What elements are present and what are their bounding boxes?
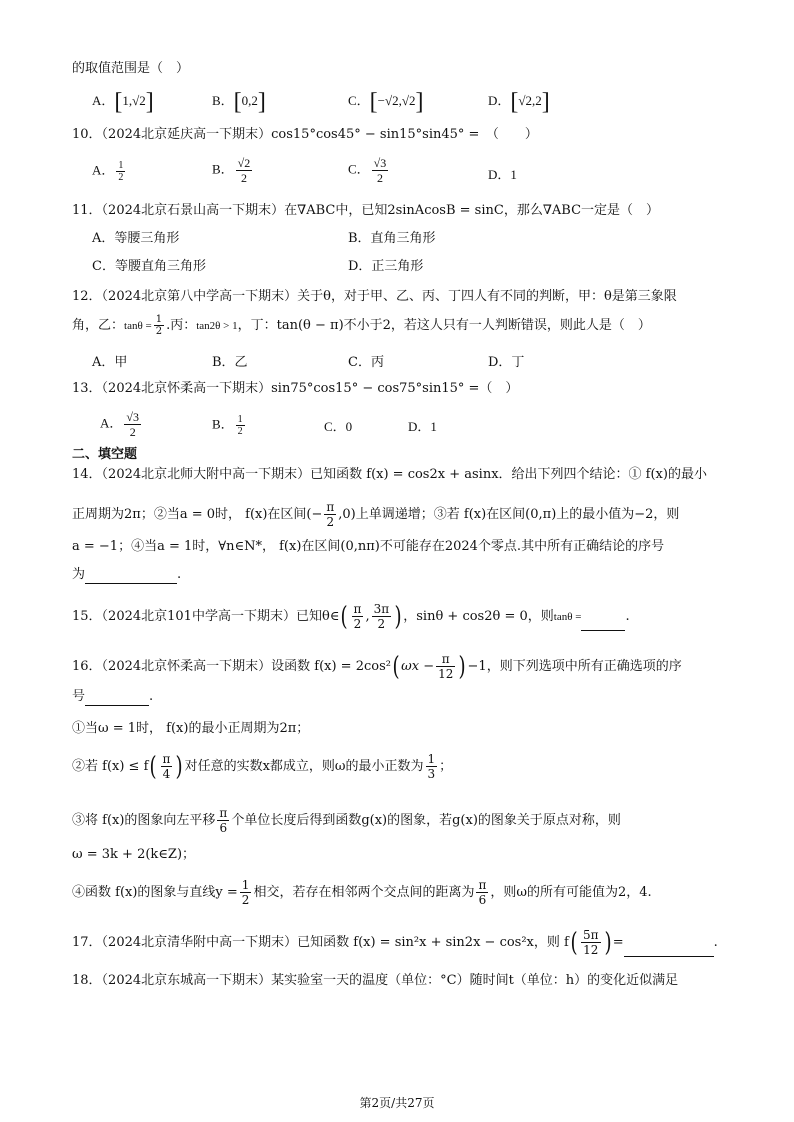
q12-option-c[interactable]: C．丙	[348, 355, 384, 370]
q12-option-a[interactable]: A．甲	[92, 355, 128, 370]
q11-option-d[interactable]: D．正三角形	[348, 259, 424, 274]
q15-answer-blank[interactable]	[581, 616, 625, 631]
q11-stem: 11．（2024北京石景山高一下期末）在∇ABC中，已知2sinAcosB = sinC，那么∇ABC一定是（ ）	[72, 203, 660, 218]
q9-option-a[interactable]: A．[1,√2]	[92, 89, 154, 115]
q12-stem-line2: 角，乙：tanθ = $\frac{1}{2}$ .丙：tan2θ > 1，丁：tan(θ − π)不小于2，若这人只有一人判断错误，则此人是（ ）	[72, 314, 651, 337]
q9-option-c[interactable]: C．[−√2,√2]	[348, 89, 424, 115]
q14-answer-blank[interactable]	[85, 569, 177, 584]
q10-option-d[interactable]: D．1	[488, 167, 517, 182]
q9-stem-tail: 的取值范围是（ ）	[72, 61, 190, 76]
q16-stem-line2: 号 .	[72, 689, 154, 704]
q11-option-b[interactable]: B．直角三角形	[348, 231, 436, 246]
q9-option-b[interactable]: B．[0,2]	[212, 89, 266, 115]
q14-stem-line2: 正周期为2π；②当a = 0时， f(x)在区间(− $\frac{\pi}{2}$ ,0)上单调递增；③若 f(x)在区间(0,π)上的最小值为−2，则	[72, 500, 680, 529]
q10-option-b[interactable]: B． $\frac{√2}{2}$	[212, 156, 251, 185]
q15-stem: 15．（2024北京101中学高一下期末）已知θ∈( $\frac{\pi}{2}$ , $\frac{3\pi}{2}$ ) ，sinθ + cos2θ = 0，则tanθ = .	[72, 601, 630, 632]
q12-option-d[interactable]: D．丁	[488, 355, 525, 370]
q10-option-c[interactable]: C． $\frac{√3}{2}$	[348, 156, 387, 185]
section-fill-in-title: 二、填空题	[72, 447, 138, 462]
q13-option-b[interactable]: B． $\frac{1}{2}$	[212, 414, 243, 437]
q16-option-4: ④函数 f(x)的图象与直线y = $\frac{1}{2}$ 相交，若存在相邻两个交点间的距离为 $\frac{\pi}{6}$ ，则ω的所有可能值为2，4.	[72, 878, 652, 907]
q11-option-c[interactable]: C．等腰直角三角形	[92, 259, 206, 274]
page-footer: 第2页/共27页	[359, 1096, 435, 1110]
q12-option-b[interactable]: B．乙	[212, 355, 248, 370]
q16-option-1: ①当ω = 1时， f(x)的最小正周期为2π；	[72, 721, 310, 736]
q13-option-d[interactable]: D．1	[408, 419, 437, 434]
q13-option-a[interactable]: A． $\frac{√3}{2}$	[100, 410, 139, 439]
q9-option-d[interactable]: D．[√2,2]	[488, 89, 550, 115]
q18-stem-line1: 18．（2024北京东城高一下期末）某实验室一天的温度（单位：°C）随时间t（单位：h）的变化近似满足	[72, 973, 679, 988]
q16-option-3: ③将 f(x)的图象向左平移 $\frac{\pi}{6}$ 个单位长度后得到函数g(x)的图象，若g(x)的图象关于原点对称，则	[72, 806, 621, 835]
q13-stem: 13．（2024北京怀柔高一下期末）sin75°cos15° − cos75°sin15° =（ ）	[72, 381, 519, 396]
q11-option-a[interactable]: A．等腰三角形	[92, 231, 180, 246]
q16-stem-line1: 16．（2024北京怀柔高一下期末）设函数 f(x) = 2cos²( ωx − $\frac{\pi}{12}$ ) −1，则下列选项中所有正确选项的序	[72, 651, 682, 682]
q16-option-2: ②若 f(x) ≤ f( $\frac{\pi}{4}$ ) 对任意的实数x都成立，则ω的最小正数为 $\frac{1}{3}$ ；	[72, 751, 453, 782]
q14-stem-line3: a = −1；④当a = 1时，∀n∈N*， f(x)在区间(0,nπ)不可能存在2024个零点.其中所有正确结论的序号	[72, 539, 665, 554]
q12-stem-line1: 12．（2024北京第八中学高一下期末）关于θ，对于甲、乙、丙、丁四人有不同的判断，甲：θ是第三象限	[72, 289, 677, 304]
q14-stem-line4: 为 .	[72, 567, 182, 582]
q16-option-3-cont: ω = 3k + 2(k∈Z)；	[72, 847, 196, 862]
q14-stem-line1: 14．（2024北京北师大附中高一下期末）已知函数 f(x) = cos2x + asinx．给出下列四个结论：① f(x)的最小	[72, 467, 707, 482]
q10-option-a[interactable]: A． $\frac{1}{2}$	[92, 160, 124, 183]
q16-answer-blank[interactable]	[85, 691, 149, 706]
q10-stem: 10．（2024北京延庆高一下期末）cos15°cos45° − sin15°sin45° = （ ）	[72, 127, 538, 142]
q17-answer-blank[interactable]	[624, 942, 714, 957]
q13-option-c[interactable]: C．0	[324, 419, 353, 434]
q17-stem: 17．（2024北京清华附中高一下期末）已知函数 f(x) = sin²x + sin2x − cos²x，则 f( $\frac{5\pi}{12}$ ) = .	[72, 927, 718, 958]
